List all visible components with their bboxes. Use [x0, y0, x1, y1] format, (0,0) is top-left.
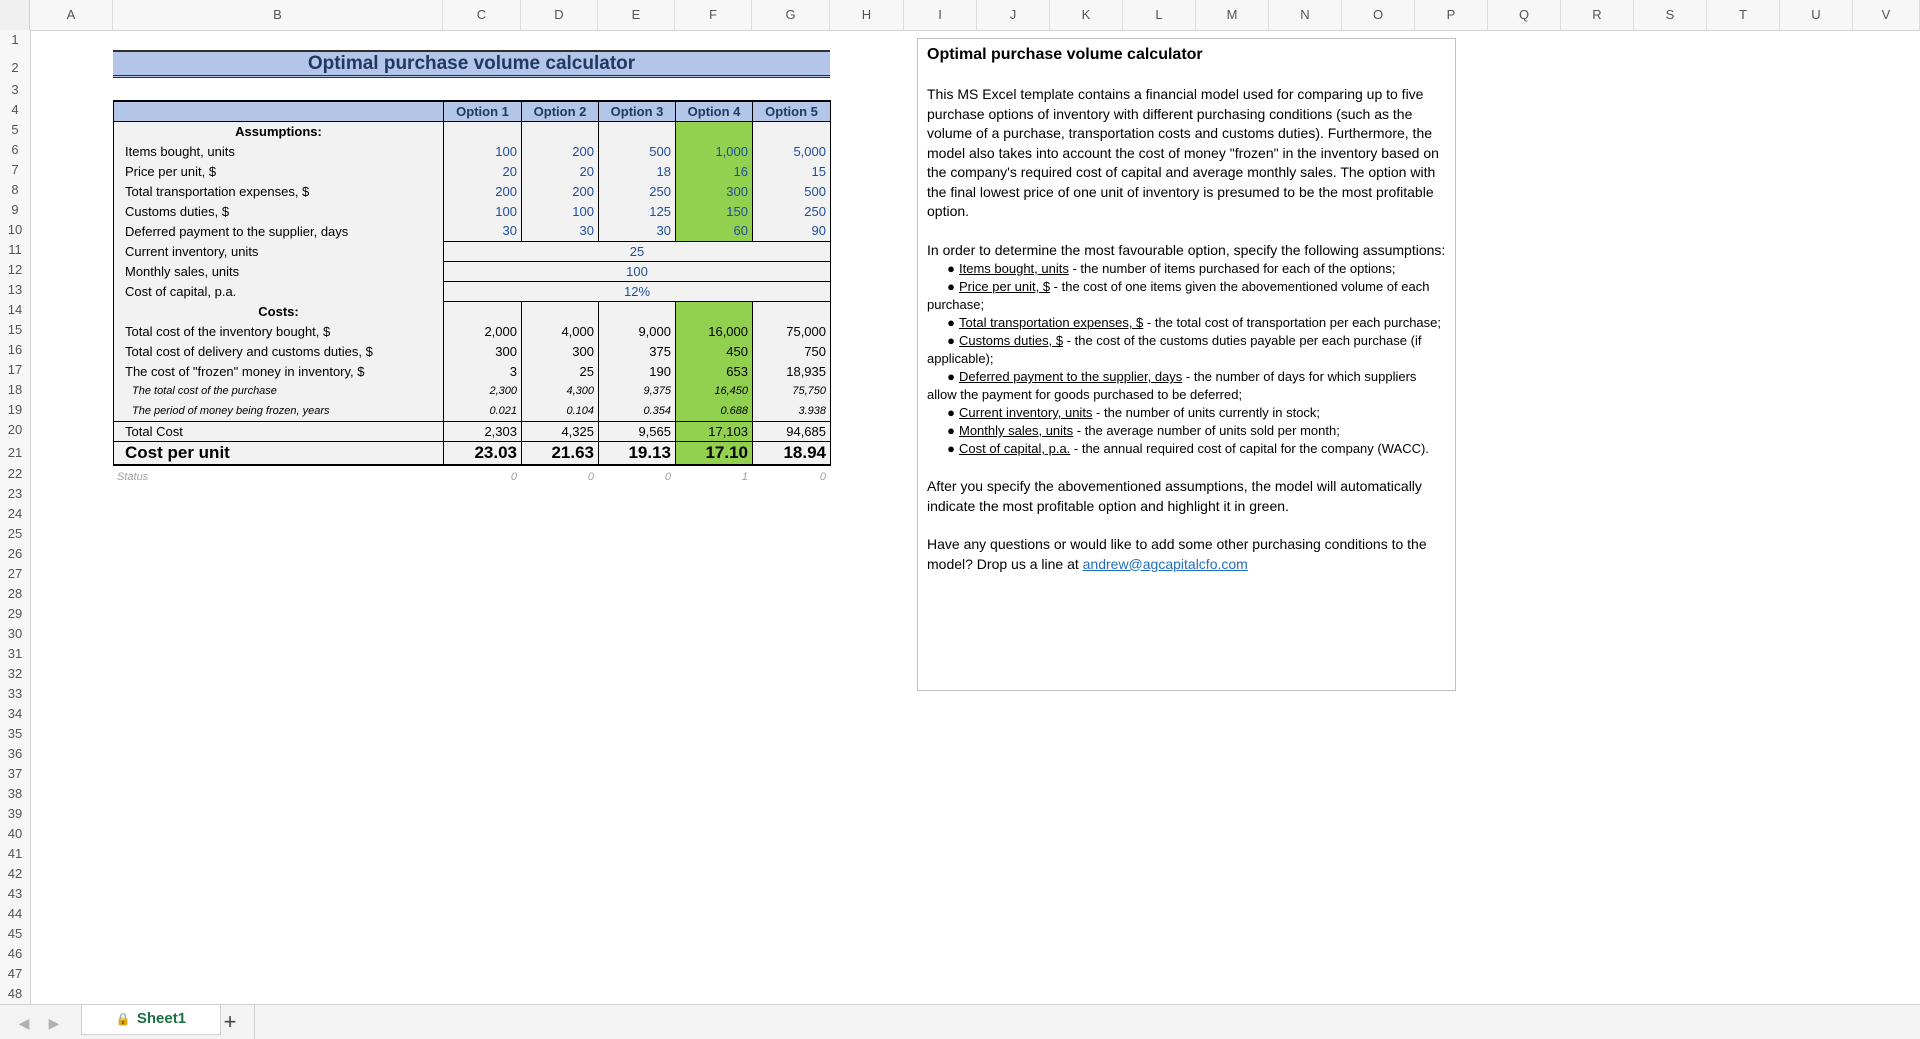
row-header[interactable]: 3: [11, 82, 19, 97]
table-row: [114, 181, 831, 201]
items-bought-cell[interactable]: 1,000: [676, 141, 753, 161]
empty-cell[interactable]: [444, 121, 522, 141]
transport-cell[interactable]: 200: [522, 181, 599, 201]
assumptions-section-label[interactable]: Assumptions:: [114, 121, 444, 141]
table-row: [114, 221, 831, 241]
calculator-table: [113, 100, 831, 466]
row-header[interactable]: 1: [11, 32, 19, 47]
description-after: After you specify the abovementioned assumptions, the model will automatically indicate the most profitable option and highlight it in green.: [927, 478, 1422, 514]
list-item: [927, 260, 1446, 278]
row-header[interactable]: 10: [7, 222, 23, 237]
row-header[interactable]: 30: [7, 626, 23, 641]
list-item: [927, 404, 1446, 422]
purchase-total-cell[interactable]: 9,375: [599, 381, 676, 401]
transport-cell[interactable]: 200: [444, 181, 522, 201]
purchase-total-cell[interactable]: 75,750: [753, 381, 831, 401]
row-header[interactable]: 35: [7, 726, 23, 741]
deferred-label[interactable]: Deferred payment to the supplier, days: [114, 221, 444, 241]
frozen-period-cell[interactable]: 0.354: [599, 401, 676, 421]
column-header-h[interactable]: H: [830, 0, 904, 30]
cost-per-unit-cell[interactable]: 18.94: [753, 441, 831, 465]
transport-cell[interactable]: 250: [599, 181, 676, 201]
column-header-v[interactable]: V: [1853, 0, 1920, 30]
list-item: [927, 314, 1446, 332]
column-header-r[interactable]: R: [1561, 0, 1634, 30]
row-header[interactable]: 37: [7, 766, 23, 781]
cost-of-capital-label[interactable]: Cost of capital, p.a.: [114, 281, 444, 301]
row-header[interactable]: 26: [7, 546, 23, 561]
column-header-d[interactable]: D: [521, 0, 598, 30]
cost-per-unit-cell[interactable]: 21.63: [522, 441, 599, 465]
total-cost-cell[interactable]: 9,565: [599, 421, 676, 441]
delivery-cost-cell[interactable]: 300: [522, 341, 599, 361]
row-header[interactable]: 40: [7, 826, 23, 841]
table-row: [114, 421, 831, 441]
row-header[interactable]: 8: [11, 182, 19, 197]
empty-cell[interactable]: [522, 121, 599, 141]
column-header-j[interactable]: J: [977, 0, 1050, 30]
bullet-text: - the total cost of transportation per each purchase;: [1143, 315, 1442, 330]
customs-cell[interactable]: 125: [599, 201, 676, 221]
column-header-n[interactable]: N: [1269, 0, 1342, 30]
status-cell[interactable]: 0: [510, 471, 517, 483]
total-cost-cell[interactable]: 94,685: [753, 421, 831, 441]
deferred-cell[interactable]: 60: [676, 221, 753, 241]
row-header[interactable]: 34: [7, 706, 23, 721]
bullet-icon: ●: [947, 333, 955, 348]
column-header-l[interactable]: L: [1123, 0, 1196, 30]
row-header[interactable]: 44: [7, 906, 23, 921]
transport-cell[interactable]: 300: [676, 181, 753, 201]
empty-cell[interactable]: [599, 301, 676, 321]
total-cost-label[interactable]: Total Cost: [114, 421, 444, 441]
row-header[interactable]: 7: [11, 162, 19, 177]
monthly-sales-cell[interactable]: 100: [444, 261, 831, 281]
table-row: [114, 401, 831, 421]
bullet-icon: ●: [947, 441, 955, 456]
purchase-total-cell[interactable]: 2,300: [444, 381, 522, 401]
bullet-icon: ●: [947, 423, 955, 438]
row-header[interactable]: 31: [7, 646, 23, 661]
row-header[interactable]: 4: [11, 102, 19, 117]
row-header[interactable]: 11: [8, 242, 22, 257]
column-header-k[interactable]: K: [1050, 0, 1123, 30]
purchase-total-label[interactable]: The total cost of the purchase: [114, 381, 444, 401]
inventory-cost-cell[interactable]: 9,000: [599, 321, 676, 341]
table-row: [114, 121, 831, 141]
lock-icon: 🔒: [115, 1012, 131, 1026]
column-header-g[interactable]: G: [752, 0, 830, 30]
purchase-total-cell[interactable]: 16,450: [676, 381, 753, 401]
status-row: [113, 471, 830, 485]
column-header-f[interactable]: F: [675, 0, 752, 30]
bullet-term: Deferred payment to the supplier, days: [959, 369, 1183, 384]
bullet-icon: ●: [947, 405, 955, 420]
items-bought-label[interactable]: Items bought, units: [114, 141, 444, 161]
column-header-bar: [0, 0, 1920, 31]
bullet-text: - the number of units currently in stock;: [1092, 405, 1321, 420]
empty-cell[interactable]: [522, 301, 599, 321]
column-header-m[interactable]: M: [1196, 0, 1269, 30]
bullet-text: - the annual required cost of capital for the company (WACC).: [1070, 441, 1429, 456]
current-inventory-label[interactable]: Current inventory, units: [114, 241, 444, 261]
row-header[interactable]: 28: [7, 586, 23, 601]
inventory-cost-cell[interactable]: 75,000: [753, 321, 831, 341]
empty-cell[interactable]: [676, 301, 753, 321]
column-header-b[interactable]: B: [113, 0, 443, 30]
delivery-cost-cell[interactable]: 750: [753, 341, 831, 361]
row-header[interactable]: 47: [7, 966, 23, 981]
bullet-term: Current inventory, units: [959, 405, 1093, 420]
frozen-period-label[interactable]: The period of money being frozen, years: [114, 401, 444, 421]
row-header[interactable]: 6: [11, 142, 19, 157]
row-header[interactable]: 14: [7, 302, 23, 317]
bullet-term: Cost of capital, p.a.: [959, 441, 1071, 456]
column-header-a[interactable]: A: [30, 0, 113, 30]
row-header[interactable]: 29: [7, 606, 23, 621]
table-row: [114, 141, 831, 161]
bullet-text: - the average number of units sold per month;: [1073, 423, 1340, 438]
frozen-period-cell[interactable]: 0.688: [676, 401, 753, 421]
frozen-period-cell[interactable]: 0.021: [444, 401, 522, 421]
row-header[interactable]: 41: [7, 846, 23, 861]
description-assumptions-intro: In order to determine the most favourable option, specify the following assumptions:: [927, 241, 1446, 258]
table-row: [114, 301, 831, 321]
list-item: [927, 278, 1446, 314]
row-header[interactable]: 48: [7, 986, 23, 1001]
option-1-header[interactable]: Option 1: [444, 101, 522, 121]
column-header-q[interactable]: Q: [1488, 0, 1561, 30]
purchase-total-cell[interactable]: 4,300: [522, 381, 599, 401]
contact-text: Have any questions or would like to add some other purchasing conditions to the model? Drop us a line at: [927, 536, 1427, 572]
table-row: [114, 201, 831, 221]
frozen-cost-cell[interactable]: 653: [676, 361, 753, 381]
inventory-cost-cell[interactable]: 4,000: [522, 321, 599, 341]
column-header-c[interactable]: C: [443, 0, 521, 30]
row-header[interactable]: 22: [7, 466, 23, 481]
row-header[interactable]: 43: [7, 886, 23, 901]
row-header[interactable]: 21: [7, 445, 23, 460]
row-header[interactable]: 24: [7, 506, 23, 521]
add-sheet-button[interactable]: +: [223, 1009, 237, 1034]
sheet-tab-bar: [0, 1004, 1920, 1039]
previous-sheet-icon[interactable]: ◀: [18, 1015, 30, 1031]
row-header[interactable]: 16: [7, 342, 23, 357]
table-row: [114, 281, 831, 301]
customs-cell[interactable]: 100: [522, 201, 599, 221]
row-header[interactable]: 27: [7, 566, 23, 581]
cost-per-unit-cell[interactable]: 23.03: [444, 441, 522, 465]
row-header[interactable]: 25: [7, 526, 23, 541]
customs-cell[interactable]: 250: [753, 201, 831, 221]
frozen-period-cell[interactable]: 3.938: [753, 401, 831, 421]
empty-cell[interactable]: [444, 301, 522, 321]
sheet-tab-label: Sheet1: [136, 1010, 187, 1027]
table-row: [114, 161, 831, 181]
column-header-s[interactable]: S: [1634, 0, 1707, 30]
price-per-unit-cell[interactable]: 20: [444, 161, 522, 181]
deferred-cell[interactable]: 30: [599, 221, 676, 241]
row-header[interactable]: 15: [7, 322, 23, 337]
option-2-header[interactable]: Option 2: [522, 101, 599, 121]
items-bought-cell[interactable]: 200: [522, 141, 599, 161]
status-cell[interactable]: 1: [741, 471, 748, 483]
price-per-unit-cell[interactable]: 18: [599, 161, 676, 181]
row-header[interactable]: 13: [7, 282, 23, 297]
option-5-header[interactable]: Option 5: [753, 101, 831, 121]
row-header[interactable]: 5: [11, 122, 19, 137]
frozen-cost-cell[interactable]: 190: [599, 361, 676, 381]
sheet-tab-sheet1[interactable]: [81, 1005, 221, 1035]
empty-cell[interactable]: [753, 301, 831, 321]
frozen-cost-cell[interactable]: 25: [522, 361, 599, 381]
email-link[interactable]: andrew@agcapitalcfo.com: [1082, 555, 1248, 572]
row-header[interactable]: 33: [7, 686, 23, 701]
delivery-cost-cell[interactable]: 300: [444, 341, 522, 361]
bullet-term: Customs duties, $: [959, 333, 1064, 348]
table-row: [114, 381, 831, 401]
row-header[interactable]: 2: [11, 60, 19, 75]
total-cost-cell[interactable]: 17,103: [676, 421, 753, 441]
select-all-corner[interactable]: [0, 0, 30, 30]
cost-per-unit-cell[interactable]: 17.10: [676, 441, 753, 465]
deferred-cell[interactable]: 30: [444, 221, 522, 241]
price-per-unit-cell[interactable]: 20: [522, 161, 599, 181]
delivery-cost-label[interactable]: Total cost of delivery and customs duties, $: [114, 341, 444, 361]
column-header-e[interactable]: E: [598, 0, 675, 30]
items-bought-cell[interactable]: 500: [599, 141, 676, 161]
cost-per-unit-label[interactable]: Cost per unit: [114, 441, 444, 465]
bullet-icon: ●: [947, 315, 955, 330]
total-cost-cell[interactable]: 4,325: [522, 421, 599, 441]
table-row: [114, 241, 831, 261]
costs-section-label[interactable]: Costs:: [114, 301, 444, 321]
bullet-icon: ●: [947, 279, 955, 294]
frozen-period-cell[interactable]: 0.104: [522, 401, 599, 421]
row-header-bar: [0, 30, 31, 1004]
tab-divider: [254, 1005, 255, 1039]
status-cell[interactable]: 0: [664, 471, 671, 483]
row-header[interactable]: 32: [7, 666, 23, 681]
row-header[interactable]: 18: [7, 382, 23, 397]
bullet-term: Total transportation expenses, $: [959, 315, 1144, 330]
customs-label[interactable]: Customs duties, $: [114, 201, 444, 221]
description-intro: This MS Excel template contains a financial model used for comparing up to five purchase options of inventory with different purchasing conditions (such as the volume of a purchase, transportation costs and customs duties). Furthermore, the model also takes into account the cost of money "frozen" in the inventory based on the company's required cost of capital and average monthly sales. The option with the final lowest price of one unit of inventory is presumed to be the most profitable option.: [927, 86, 1439, 219]
description-textbox[interactable]: [917, 38, 1456, 691]
column-header-t[interactable]: T: [1707, 0, 1780, 30]
frozen-cost-cell[interactable]: 18,935: [753, 361, 831, 381]
row-header[interactable]: 46: [7, 946, 23, 961]
bullet-icon: ●: [947, 261, 955, 276]
items-bought-cell[interactable]: 100: [444, 141, 522, 161]
bullet-term: Monthly sales, units: [959, 423, 1074, 438]
empty-cell[interactable]: [599, 121, 676, 141]
cost-of-capital-cell[interactable]: 12%: [444, 281, 831, 301]
frozen-cost-label[interactable]: The cost of "frozen" money in inventory, $: [114, 361, 444, 381]
bullet-term: Items bought, units: [959, 261, 1069, 276]
bullet-text: - the cost of the customs duties payable per each purchase (if applicable);: [927, 333, 1422, 366]
bullet-text: - the cost of one items given the abovementioned volume of each purchase;: [927, 279, 1430, 312]
bullet-text: - the number of items purchased for each of the options;: [1068, 261, 1396, 276]
table-row: [114, 441, 831, 465]
table-row: [114, 361, 831, 381]
deferred-cell[interactable]: 90: [753, 221, 831, 241]
row-header[interactable]: 9: [11, 202, 19, 217]
status-label[interactable]: Status: [117, 471, 149, 483]
bullet-term: Price per unit, $: [959, 279, 1051, 294]
status-cell[interactable]: 0: [819, 471, 826, 483]
list-item: [927, 422, 1446, 440]
customs-cell[interactable]: 150: [676, 201, 753, 221]
table-row: [114, 321, 831, 341]
deferred-cell[interactable]: 30: [522, 221, 599, 241]
items-bought-cell[interactable]: 5,000: [753, 141, 831, 161]
list-item: [927, 368, 1446, 404]
column-header-u[interactable]: U: [1780, 0, 1853, 30]
assumptions-list: [927, 260, 1446, 458]
option-4-header[interactable]: Option 4: [676, 101, 753, 121]
description-title: Optimal purchase volume calculator: [927, 46, 1203, 63]
list-item: [927, 332, 1446, 368]
option-3-header[interactable]: Option 3: [599, 101, 676, 121]
transport-label[interactable]: Total transportation expenses, $: [114, 181, 444, 201]
row-header[interactable]: 12: [7, 262, 23, 277]
description-contact: [927, 535, 1446, 574]
bullet-text: - the number of days for which suppliers allow the payment for goods purchased to be deferred;: [927, 369, 1417, 402]
list-item: [927, 440, 1446, 458]
delivery-cost-cell[interactable]: 375: [599, 341, 676, 361]
inventory-cost-label[interactable]: Total cost of the inventory bought, $: [114, 321, 444, 341]
calculator-title[interactable]: Optimal purchase volume calculator: [113, 50, 830, 78]
price-per-unit-label[interactable]: Price per unit, $: [114, 161, 444, 181]
column-header-o[interactable]: O: [1342, 0, 1415, 30]
inventory-cost-cell[interactable]: 16,000: [676, 321, 753, 341]
bullet-icon: ●: [947, 369, 955, 384]
row-header[interactable]: 17: [7, 362, 23, 377]
monthly-sales-label[interactable]: Monthly sales, units: [114, 261, 444, 281]
row-header[interactable]: 23: [7, 486, 23, 501]
row-header[interactable]: 20: [7, 422, 23, 437]
cost-per-unit-cell[interactable]: 19.13: [599, 441, 676, 465]
column-header-i[interactable]: I: [904, 0, 977, 30]
row-header[interactable]: 36: [7, 746, 23, 761]
price-per-unit-cell[interactable]: 15: [753, 161, 831, 181]
price-per-unit-cell[interactable]: 16: [676, 161, 753, 181]
row-header[interactable]: 39: [7, 806, 23, 821]
table-row: [114, 261, 831, 281]
customs-cell[interactable]: 100: [444, 201, 522, 221]
empty-cell[interactable]: [676, 121, 753, 141]
status-cell[interactable]: 0: [587, 471, 594, 483]
header-blank-cell[interactable]: [114, 101, 444, 121]
row-header[interactable]: 38: [7, 786, 23, 801]
next-sheet-icon[interactable]: ▶: [48, 1015, 60, 1031]
options-header-row: [114, 101, 831, 121]
table-row: [114, 341, 831, 361]
delivery-cost-cell[interactable]: 450: [676, 341, 753, 361]
row-header[interactable]: 45: [7, 926, 23, 941]
row-header[interactable]: 19: [7, 402, 23, 417]
empty-cell[interactable]: [753, 121, 831, 141]
current-inventory-cell[interactable]: 25: [444, 241, 831, 261]
frozen-cost-cell[interactable]: 3: [444, 361, 522, 381]
inventory-cost-cell[interactable]: 2,000: [444, 321, 522, 341]
row-header[interactable]: 42: [7, 866, 23, 881]
transport-cell[interactable]: 500: [753, 181, 831, 201]
column-header-p[interactable]: P: [1415, 0, 1488, 30]
total-cost-cell[interactable]: 2,303: [444, 421, 522, 441]
